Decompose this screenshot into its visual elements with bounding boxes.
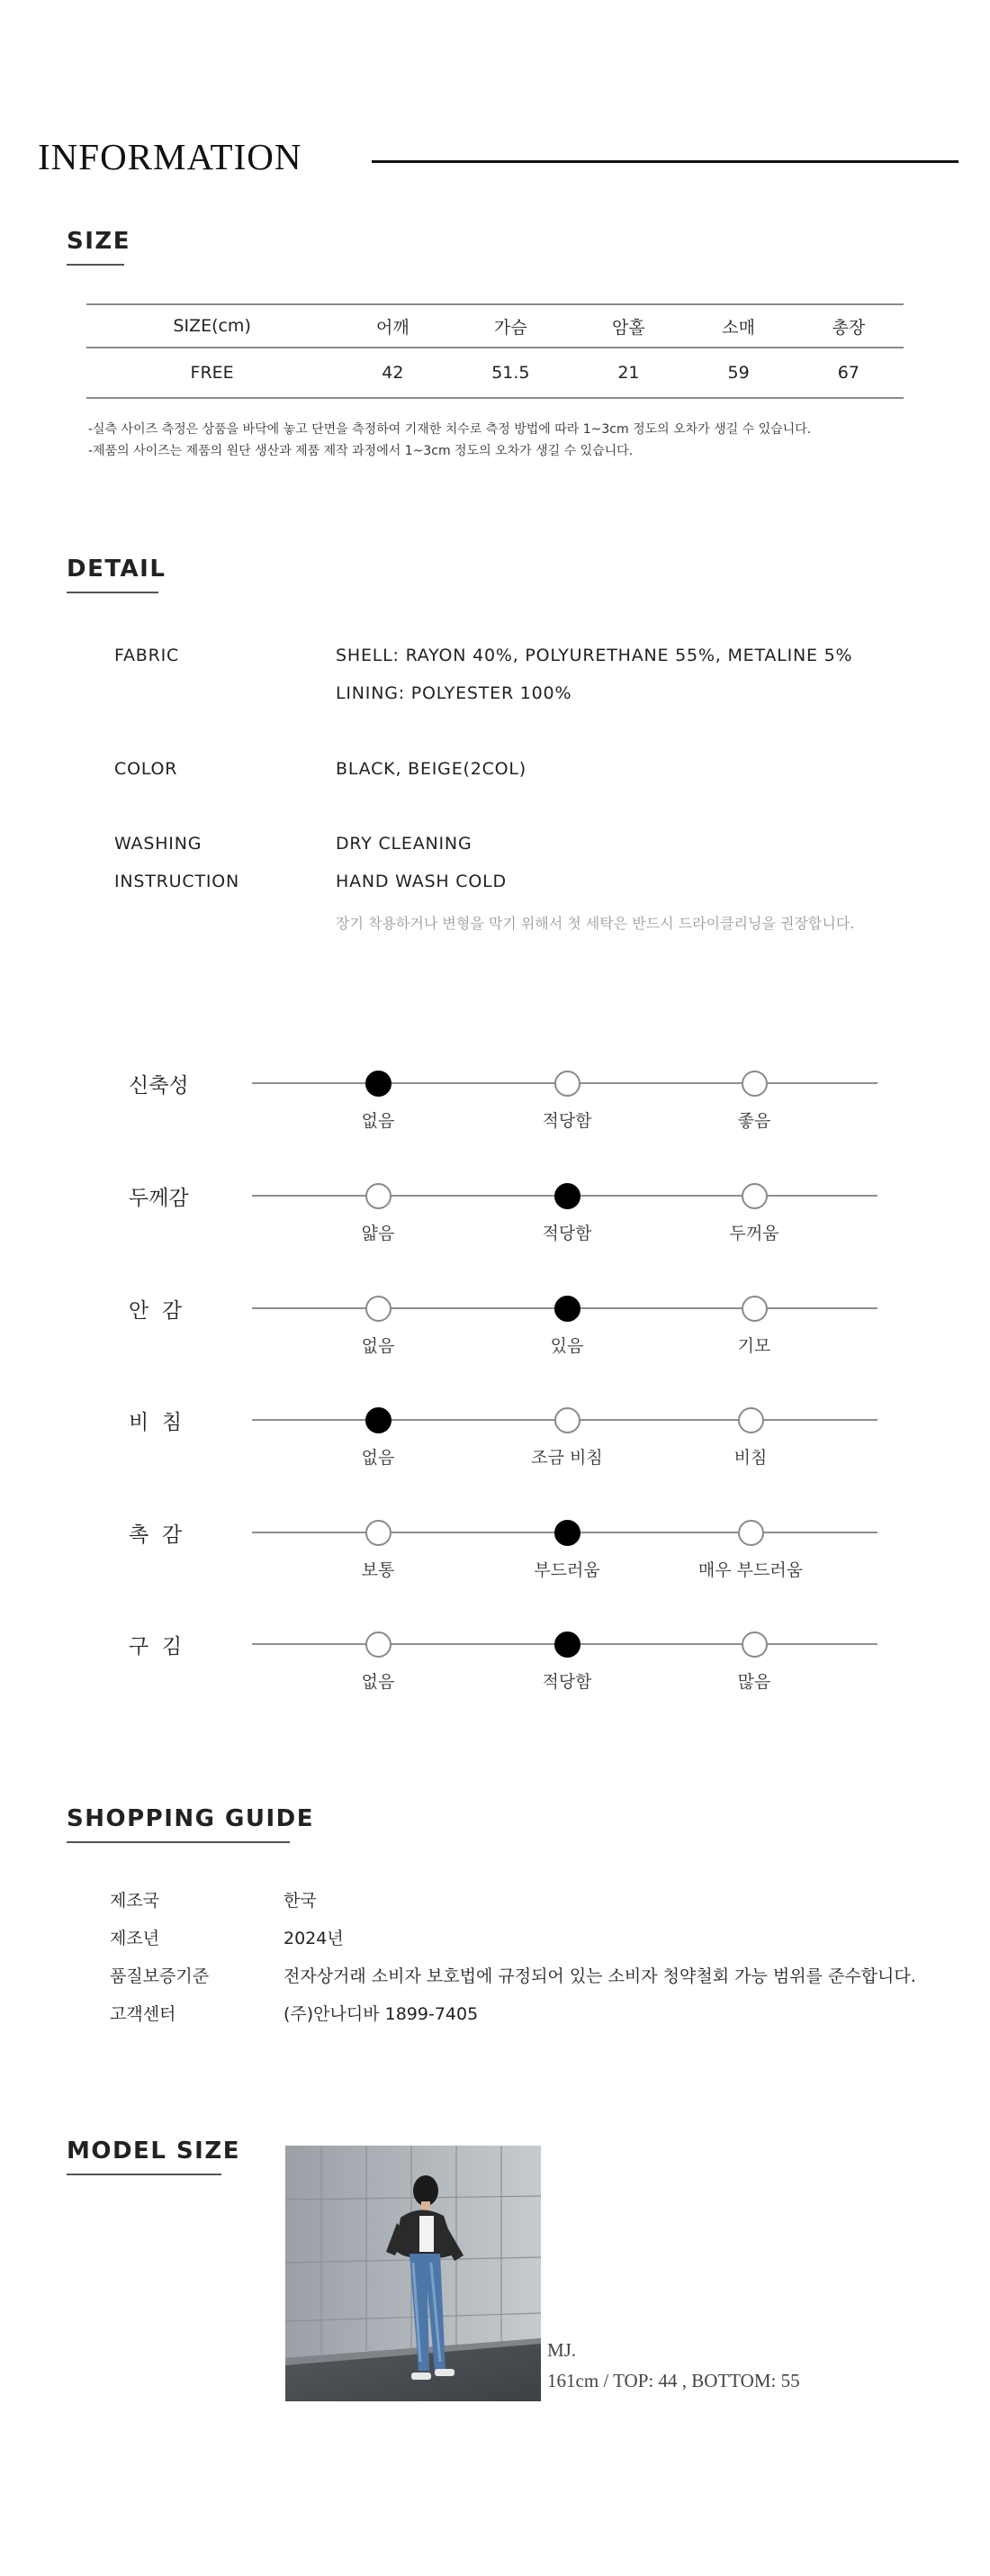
rating-dot-selected	[554, 1631, 580, 1658]
detail-heading: DETAIL	[67, 556, 166, 583]
rating-dot	[365, 1296, 392, 1322]
rating-option-label: 없음	[361, 1336, 395, 1356]
size-heading: SIZE	[67, 228, 131, 255]
sg-value: (주)안나디바 1899-7405	[284, 2004, 479, 2024]
rating-option-label: 적당함	[542, 1111, 592, 1131]
washing-note: 장기 착용하거나 변형을 막기 위해서 첫 세탁은 반드시 드라이클리닝을 권장합니다.	[336, 915, 855, 932]
size-col-header: SIZE(cm)	[86, 304, 338, 348]
sg-value: 전자상거래 소비자 보호법에 규정되어 있는 소비자 청약철회 가능 범위를 준수합니다.	[284, 1966, 916, 1986]
size-cell: 21	[573, 348, 683, 398]
size-cell: FREE	[86, 348, 338, 398]
rating-option-label: 있음	[550, 1336, 584, 1356]
rating-dot-selected	[554, 1520, 580, 1546]
sg-label: 제조국	[110, 1891, 160, 1911]
size-table-header	[86, 304, 904, 348]
rating-dot	[554, 1407, 580, 1433]
fabric-value: SHELL: RAYON 40%, POLYURETHANE 55%, METALINE 5%	[336, 646, 853, 665]
rating-option-label: 없음	[361, 1448, 395, 1468]
rating-option-label: 적당함	[542, 1672, 592, 1692]
rating-option-label: 부드러움	[534, 1560, 600, 1580]
size-col-header: 어깨	[338, 304, 447, 348]
washing-value: HAND WASH COLD	[336, 872, 507, 891]
size-cell: 67	[794, 348, 904, 398]
size-cell: 59	[684, 348, 794, 398]
rating-option-label: 조금 비침	[531, 1448, 603, 1468]
size-cell: 51.5	[447, 348, 573, 398]
rating-option-label: 매우 부드러움	[698, 1560, 804, 1580]
rating-option-label: 비침	[734, 1448, 768, 1468]
rating-dot	[365, 1520, 392, 1546]
rating-dot-selected	[554, 1183, 580, 1209]
color-value: BLACK, BEIGE(2COL)	[336, 759, 527, 779]
size-col-header: 암홀	[573, 304, 683, 348]
size-table	[86, 303, 904, 399]
rating-option-label: 보통	[361, 1560, 395, 1580]
title-divider	[372, 160, 958, 163]
rating-dot	[365, 1183, 392, 1209]
rating-label: 촉 감	[129, 1523, 183, 1547]
shopping-guide-heading: SHOPPING GUIDE	[67, 1805, 314, 1832]
rating-option-label: 두꺼움	[729, 1224, 779, 1243]
rating-label: 신축성	[129, 1074, 189, 1098]
sg-value: 2024년	[284, 1929, 344, 1948]
rating-dot	[554, 1071, 580, 1097]
page-title: INFORMATION	[38, 136, 302, 177]
model-name: MJ.	[547, 2339, 577, 2361]
rating-label: 비 침	[129, 1411, 183, 1434]
rating-dot-selected	[365, 1071, 392, 1097]
washing-value: DRY CLEANING	[336, 834, 472, 854]
model-size-underline	[67, 2174, 221, 2175]
rating-dot	[738, 1520, 764, 1546]
shopping-guide-underline	[67, 1841, 290, 1843]
rating-dot	[742, 1071, 768, 1097]
size-col-header: 가슴	[447, 304, 573, 348]
size-cell: 42	[338, 348, 447, 398]
sg-label: 고객센터	[110, 2004, 176, 2024]
rating-label: 안 감	[129, 1299, 183, 1323]
rating-dot	[742, 1183, 768, 1209]
rating-label: 구 김	[129, 1635, 183, 1659]
size-heading-underline	[67, 264, 124, 266]
rating-option-label: 기모	[737, 1336, 771, 1356]
sg-label: 제조년	[110, 1929, 160, 1948]
model-photo	[285, 2146, 541, 2401]
model-size-heading: MODEL SIZE	[67, 2138, 240, 2165]
rating-dot	[742, 1296, 768, 1322]
model-stats: 161cm / TOP: 44 , BOTTOM: 55	[547, 2370, 800, 2391]
size-note: -제품의 사이즈는 제품의 원단 생산과 제품 제작 과정에서 1~3cm 정도의 오차가 생길 수 있습니다.	[88, 444, 634, 458]
rating-option-label: 없음	[361, 1672, 395, 1692]
size-note: -실측 사이즈 측정은 상품을 바닥에 놓고 단면을 측정하여 기재한 치수로 측정 방법에 따라 1~3cm 정도의 오차가 생길 수 있습니다.	[88, 422, 812, 437]
color-label: COLOR	[114, 759, 178, 779]
sg-value: 한국	[284, 1891, 317, 1911]
size-col-header: 총장	[794, 304, 904, 348]
fabric-label: FABRIC	[114, 646, 180, 665]
table-row	[86, 348, 904, 398]
fabric-value: LINING: POLYESTER 100%	[336, 683, 572, 703]
rating-label: 두께감	[129, 1187, 189, 1210]
washing-label: INSTRUCTION	[114, 872, 240, 891]
rating-option-label: 좋음	[737, 1111, 771, 1131]
rating-dot	[365, 1631, 392, 1658]
rating-dot	[742, 1631, 768, 1658]
rating-dot-selected	[554, 1296, 580, 1322]
sg-label: 품질보증기준	[110, 1966, 210, 1986]
washing-label: WASHING	[114, 834, 202, 854]
rating-option-label: 많음	[737, 1672, 771, 1692]
rating-option-label: 적당함	[542, 1224, 592, 1243]
rating-option-label: 없음	[361, 1111, 395, 1131]
size-col-header: 소매	[684, 304, 794, 348]
rating-option-label: 얇음	[361, 1224, 395, 1243]
detail-heading-underline	[67, 592, 158, 593]
rating-dot-selected	[365, 1407, 392, 1433]
rating-dot	[738, 1407, 764, 1433]
